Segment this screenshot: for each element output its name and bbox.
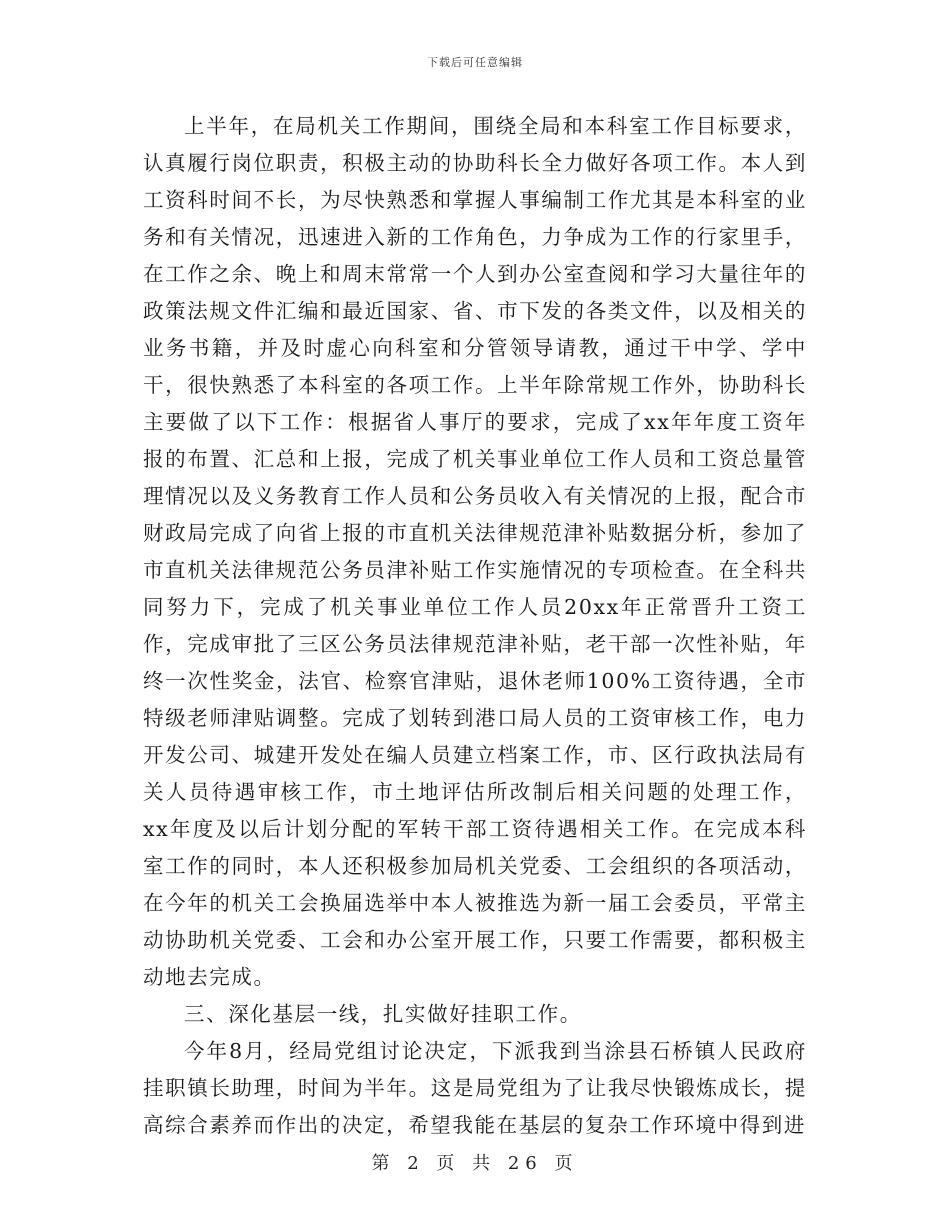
page-header-note: 下载后可任意编辑 bbox=[427, 56, 523, 69]
document-body bbox=[143, 108, 807, 1144]
body-paragraph: 今年8月，经局党组讨论决定，下派我到当涂县石桥镇人民政府挂职镇长助理，时间为半年。这是局党组为了让我尽快锻炼成长，提高综合素养而作出的决定，希望我能在基层的复杂工作环境中得到进 bbox=[143, 1039, 807, 1137]
section-heading: 三、深化基层一线，扎实做好挂职工作。 bbox=[184, 1002, 582, 1026]
body-paragraph: 上半年，在局机关工作期间，围绕全局和本科室工作目标要求，认真履行岗位职责，积极主动的协助科长全力做好各项工作。本人到工资科时间不长，为尽快熟悉和掌握人事编制工作尤其是本科室的业务和有关情况，迅速进入新的工作角色，力争成为工作的行家里手，在工作之余、晚上和周末常常一个人到办公室查阅和学习大量往年的政策法规文件汇编和最近国家、省、市下发的各类文件，以及相关的业务书籍，并及时虚心向科室和分管领导请教，通过干中学、学中干，很快熟悉了本科室的各项工作。上半年除常规工作外，协助科长主要做了以下工作：根据省人事厅的要求，完成了xx年年度工资年报的布置、汇总和上报，完成了机关事业单位工作人员和工资总量管理情况以及义务教育工作人员和公务员收入有关情况的上报，配合市财政局完成了向省上报的市直机关法律规范津补贴数据分析，参加了市直机关法律规范公务员津补贴工作实施情况的专项检查。在全科共同努力下，完成了机关事业单位工作人员20xx年正常晋升工资工作，完成审批了三区公务员法律规范津补贴，老干部一次性补贴，年终一次性奖金，法官、检察官津贴，退休老师100%工资待遇，全市特级老师津贴调整。完成了划转到港口局人员的工资审核工作，电力开发公司、城建开发处在编人员建立档案工作，市、区行政执法局有关人员待遇审核工作，市土地评估所改制后相关问题的处理工作，xx年度及以后计划分配的军转干部工资待遇相关工作。在完成本科室工作的同时，本人还积极参加局机关党委、工会组织的各项活动，在今年的机关工会换届选举中本人被推选为新一届工会委员，平常主动协助机关党委、工会和办公室开展工作，只要工作需要，都积极主动地去完成。 bbox=[143, 114, 807, 989]
page-number-footer: 第 2 页 共 26 页 bbox=[371, 1153, 579, 1174]
